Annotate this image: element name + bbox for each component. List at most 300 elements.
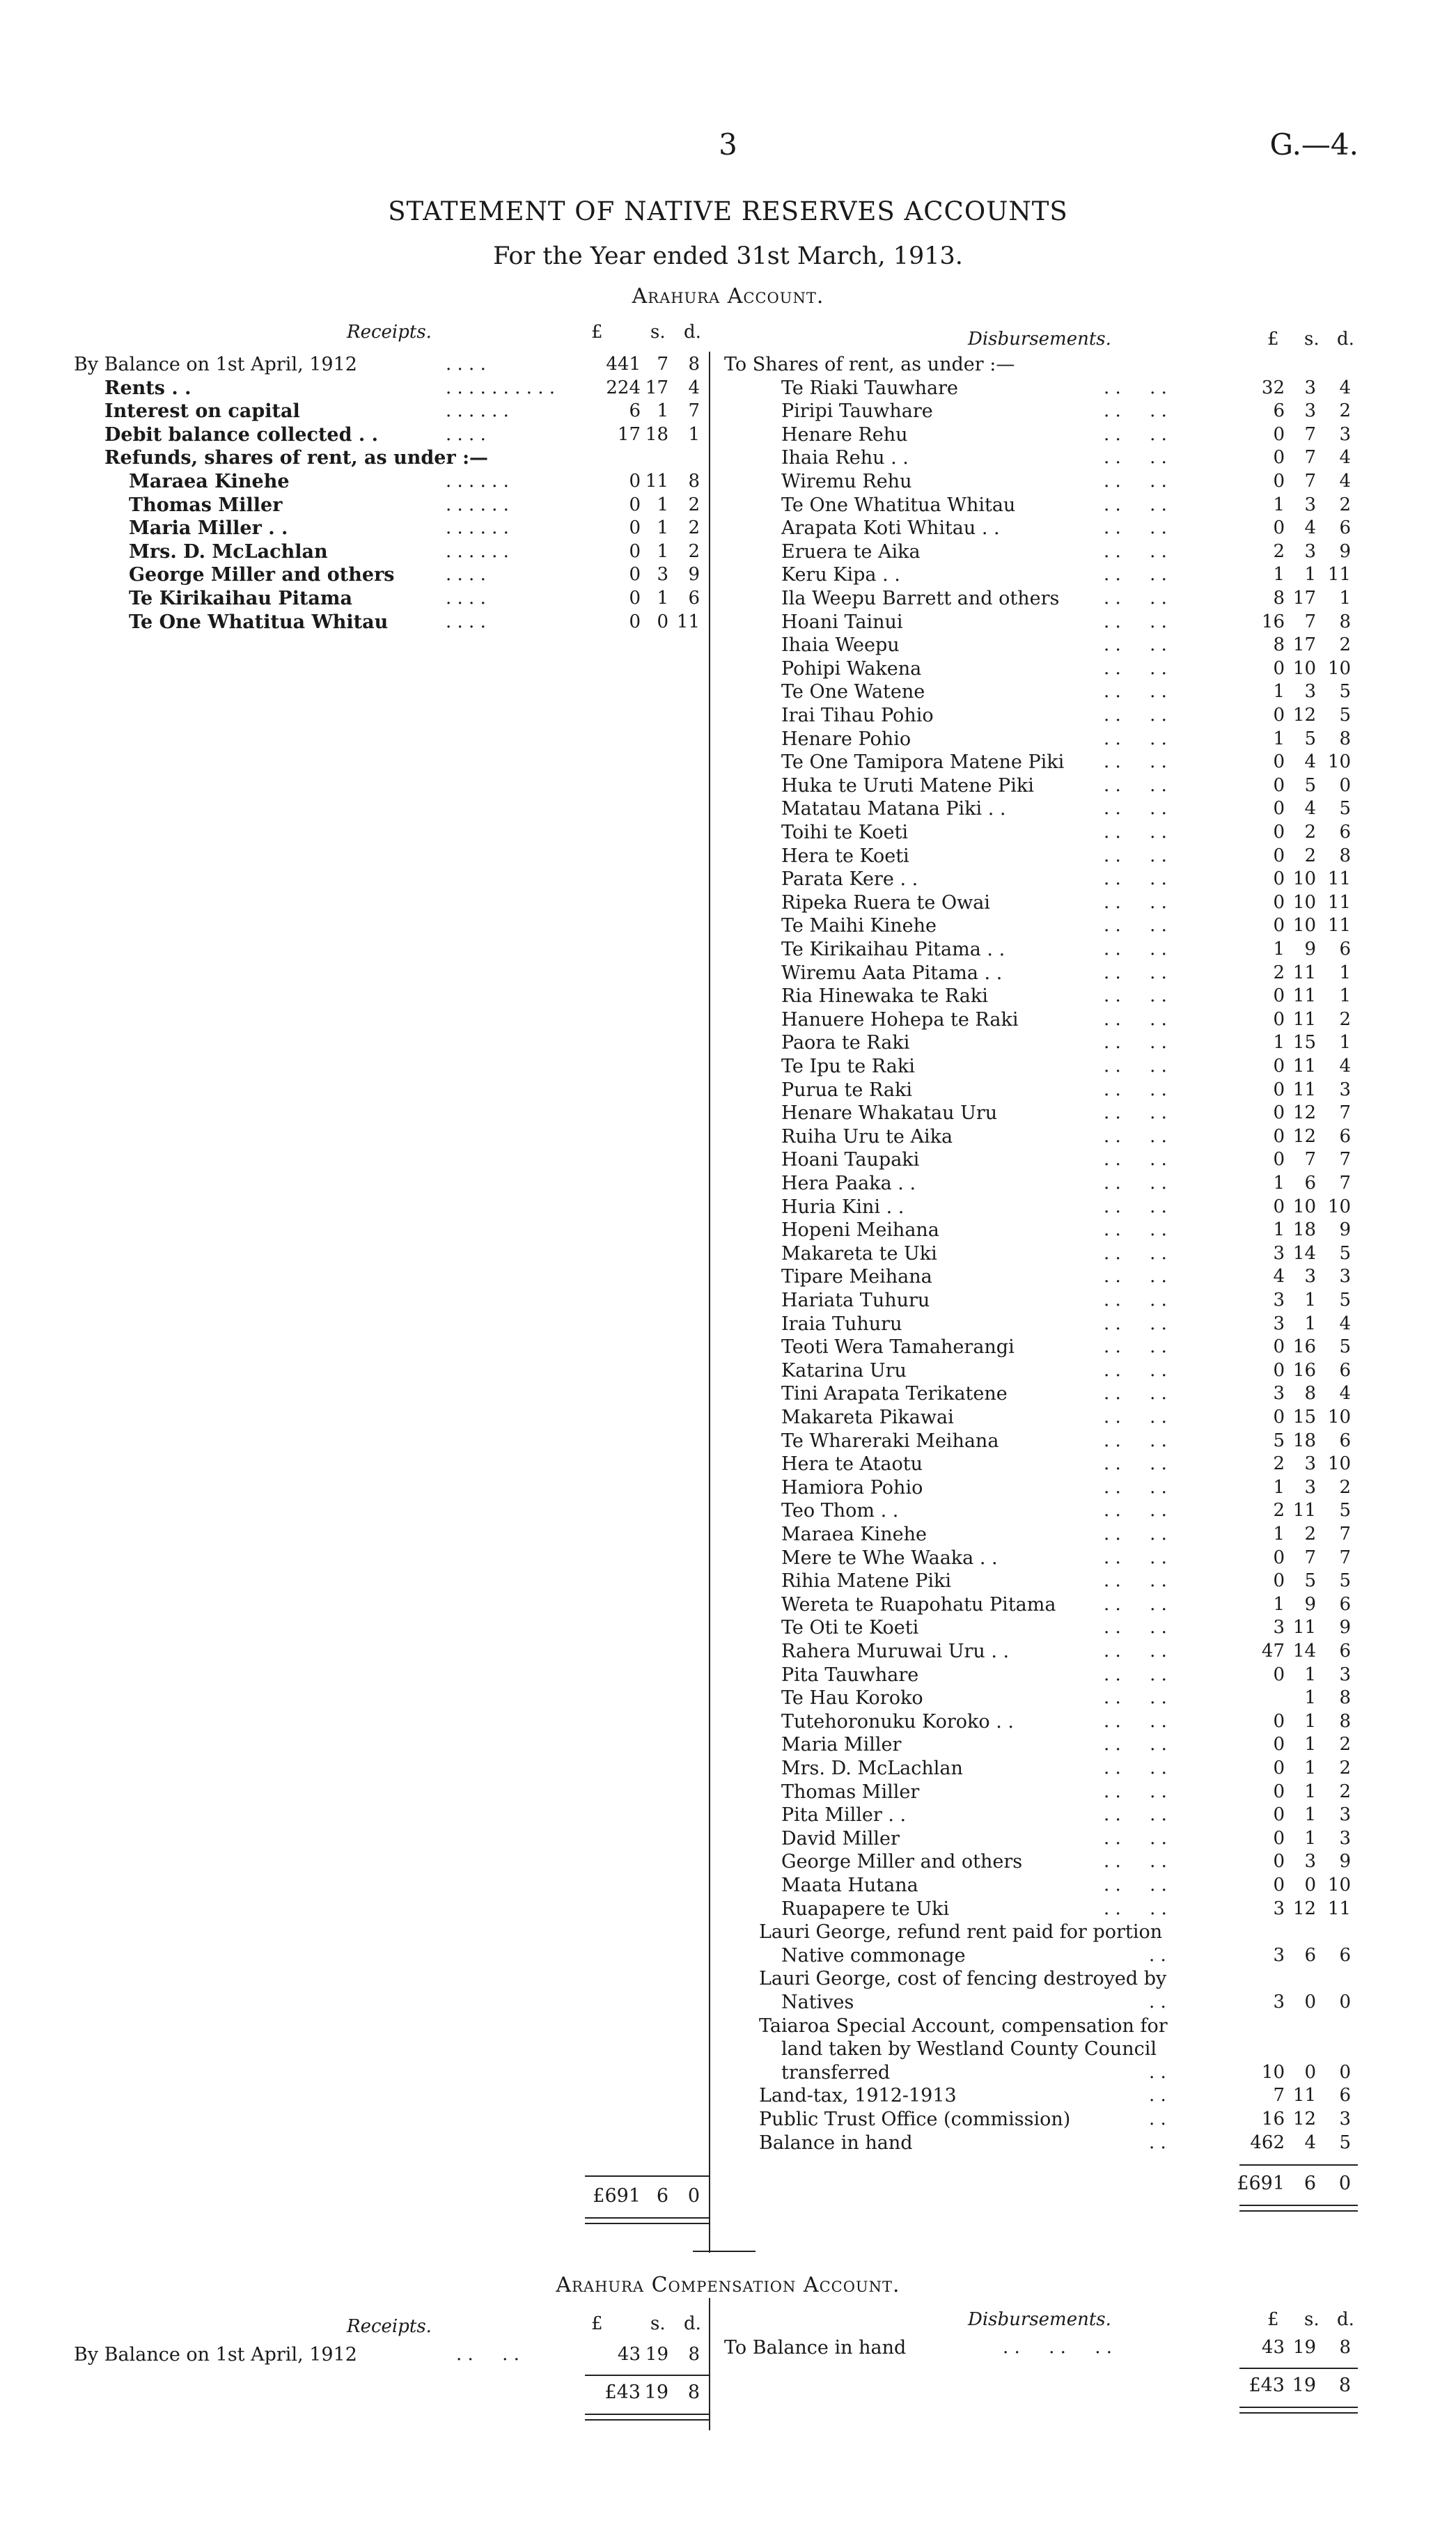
disbursement-pounds: 8 xyxy=(1273,588,1285,609)
disbursement-leader: . . . . xyxy=(1104,728,1167,749)
disbursement-leader: . . . . xyxy=(1104,1547,1167,1568)
page-subtitle: For the Year ended 31st March, 1913. xyxy=(493,242,963,270)
disbursement-pounds: 0 xyxy=(1273,798,1285,819)
receipt-pounds: 0 xyxy=(629,517,641,538)
disbursement-leader: . . . . xyxy=(1104,1570,1167,1591)
disbursement-pence: 10 xyxy=(1327,751,1351,772)
disbursement-shillings: 17 xyxy=(1292,588,1316,609)
disbursement-pounds: 0 xyxy=(1273,1804,1285,1825)
receipt-leader: . . . . . . xyxy=(446,541,509,562)
receipt-pounds: 0 xyxy=(629,564,641,585)
disbursement-pounds: 0 xyxy=(1273,1196,1285,1217)
disbursements-total-pence: 0 xyxy=(1338,2173,1351,2194)
disbursement-pence: 5 xyxy=(1339,1243,1351,1264)
disbursement-amount xyxy=(0,1056,1456,1079)
receipt-pounds: 0 xyxy=(629,541,641,562)
disbursement-pounds: 0 xyxy=(1273,1360,1285,1381)
disbursement-pence: 5 xyxy=(1339,681,1351,702)
disbursement-shillings: 2 xyxy=(1304,845,1316,866)
disbursement-label: Parata Kere . . xyxy=(781,868,918,890)
disbursement-leader: . . . . xyxy=(1104,845,1167,866)
disbursement-amount xyxy=(0,1617,1456,1641)
disbursement-label: Keru Kipa . . xyxy=(781,564,900,586)
arahura-account-heading: Arahura Account. xyxy=(632,284,824,308)
disbursement-shillings: 10 xyxy=(1292,915,1316,936)
compensation-disbursements-pounds-header: £ xyxy=(1267,2309,1279,2330)
disbursement-leader: . . . . xyxy=(1104,1219,1167,1240)
disbursement-amount xyxy=(0,1266,1456,1290)
disbursement-pounds: 1 xyxy=(1273,1032,1285,1053)
disbursement-pence: 3 xyxy=(1339,1664,1351,1685)
disbursement-pence: 6 xyxy=(1339,939,1351,960)
receipt-leader: . . . . . . xyxy=(446,400,509,421)
disbursement-pence: 10 xyxy=(1327,658,1351,679)
disbursement-leader: . . xyxy=(1149,2062,1166,2083)
disbursement-label-line: Native commonage xyxy=(781,1945,966,1967)
disbursement-pence: 2 xyxy=(1339,1477,1351,1498)
compensation-receipts-pence-header: d. xyxy=(684,2313,701,2334)
disbursement-shillings: 4 xyxy=(1304,2132,1316,2153)
disbursement-label: Henare Pohio xyxy=(781,728,911,750)
disbursement-amount xyxy=(0,1945,1456,1969)
disbursement-pounds: 8 xyxy=(1273,634,1285,655)
compensation-receipt-pounds: 43 xyxy=(617,2344,641,2365)
disbursement-leader: . . . . xyxy=(1104,611,1167,632)
disbursement-amount xyxy=(0,1687,1456,1711)
disbursement-shillings: 3 xyxy=(1304,541,1316,562)
disbursement-label: Rihia Matene Piki xyxy=(781,1570,951,1592)
disbursement-pounds: 3 xyxy=(1273,1617,1285,1638)
disbursement-pence: 10 xyxy=(1327,1407,1351,1428)
receipt-leader: . . . . xyxy=(446,424,486,445)
disbursement-pounds: 0 xyxy=(1273,1758,1285,1779)
compensation-column-divider xyxy=(709,2298,710,2430)
disbursement-pounds: 3 xyxy=(1273,1290,1285,1311)
disbursement-label-line: Lauri George, cost of fencing destroyed by xyxy=(759,1968,1167,1989)
disbursement-pounds: 0 xyxy=(1273,1149,1285,1170)
disbursement-leader: . . . . xyxy=(1104,1126,1167,1147)
disbursement-shillings: 10 xyxy=(1292,1196,1316,1217)
disbursement-leader: . . xyxy=(1149,1992,1166,2012)
disbursement-label-line: Public Trust Office (commission) xyxy=(759,2109,1071,2130)
disbursement-pounds: 1 xyxy=(1273,681,1285,702)
disbursement-label: Makareta Pikawai xyxy=(781,1407,954,1428)
disbursement-shillings: 17 xyxy=(1292,634,1316,655)
disbursement-label-line: transferred xyxy=(781,2062,891,2084)
receipt-shillings: 18 xyxy=(645,424,668,445)
disbursement-leader: . . . . xyxy=(1104,1453,1167,1474)
disbursement-leader: . . . . xyxy=(1104,1407,1167,1428)
disbursement-amount xyxy=(0,939,1456,962)
disbursement-leader: . . . . xyxy=(1104,1266,1167,1287)
disbursement-pence: 7 xyxy=(1339,1547,1351,1568)
disbursement-pence: 11 xyxy=(1327,892,1351,913)
disbursement-label-line: Natives xyxy=(781,1992,854,2013)
disbursement-leader: . . . . xyxy=(1104,962,1167,983)
disbursement-leader: . . . . xyxy=(1104,1149,1167,1170)
receipt-shillings: 17 xyxy=(645,377,668,398)
disbursement-amount xyxy=(0,1009,1456,1033)
disbursement-shillings: 18 xyxy=(1292,1430,1316,1451)
disbursement-leader: . . . . xyxy=(1104,822,1167,843)
disbursement-pounds: 1 xyxy=(1273,564,1285,585)
disbursement-amount xyxy=(0,798,1456,822)
disbursement-shillings: 1 xyxy=(1304,1687,1316,1708)
disbursement-leader: . . . . xyxy=(1104,1687,1167,1708)
disbursement-label: Huka te Uruti Matene Piki xyxy=(781,775,1034,797)
disbursement-shillings: 10 xyxy=(1292,658,1316,679)
disbursement-shillings: 1 xyxy=(1304,1781,1316,1802)
receipt-label: George Miller and others xyxy=(129,564,395,586)
compensation-receipts-double-rule-2 xyxy=(585,2419,709,2421)
disbursement-pounds: 16 xyxy=(1261,2109,1285,2129)
disbursement-amount xyxy=(0,1594,1456,1618)
disbursement-pence: 10 xyxy=(1327,1453,1351,1474)
disbursement-shillings: 7 xyxy=(1304,424,1316,445)
disbursement-label: Maraea Kinehe xyxy=(781,1524,927,1545)
disbursement-pounds: 6 xyxy=(1273,400,1285,421)
disbursement-pounds: 2 xyxy=(1273,1453,1285,1474)
disbursement-label: Hera Paaka . . xyxy=(781,1173,916,1194)
disbursement-label: Matatau Matana Piki . . xyxy=(781,798,1006,820)
receipt-leader: . . . . xyxy=(446,611,486,632)
disbursement-leader: . . . . xyxy=(1104,1594,1167,1615)
disbursement-pence: 11 xyxy=(1327,915,1351,936)
disbursement-pounds: 0 xyxy=(1273,705,1285,726)
disbursement-pounds: 0 xyxy=(1273,1711,1285,1732)
disbursement-amount xyxy=(0,611,1456,635)
receipts-total-double-rule-2 xyxy=(585,2223,709,2224)
disbursement-label: David Miller xyxy=(781,1828,900,1850)
disbursement-shillings: 1 xyxy=(1304,1711,1316,1732)
disbursement-label: Piripi Tauwhare xyxy=(781,400,933,422)
disbursement-label: Te Whareraki Meihana xyxy=(781,1430,999,1452)
disbursement-leader: . . . . xyxy=(1104,1617,1167,1638)
disbursement-amount xyxy=(0,915,1456,939)
disbursement-shillings: 1 xyxy=(1304,1313,1316,1334)
disbursement-leader: . . . . xyxy=(1104,985,1167,1006)
disbursement-amount xyxy=(0,1524,1456,1547)
disbursement-amount xyxy=(0,868,1456,892)
disbursement-shillings: 3 xyxy=(1304,1851,1316,1872)
disbursement-pence: 7 xyxy=(1339,1102,1351,1123)
disbursement-pence: 8 xyxy=(1339,1711,1351,1732)
disbursement-shillings: 12 xyxy=(1292,705,1316,726)
disbursement-leader: . . . . xyxy=(1104,400,1167,421)
disbursement-shillings: 8 xyxy=(1304,1383,1316,1404)
disbursement-leader: . . . . xyxy=(1104,751,1167,772)
disbursement-label: Tini Arapata Terikatene xyxy=(781,1383,1008,1405)
disbursement-label: Arapata Koti Whitau . . xyxy=(781,517,1000,539)
disbursement-amount xyxy=(0,1570,1456,1594)
disbursement-pence: 2 xyxy=(1339,634,1351,655)
disbursement-amount xyxy=(0,1500,1456,1524)
disbursement-pence: 2 xyxy=(1339,400,1351,421)
disbursement-leader: . . . . xyxy=(1104,1056,1167,1077)
disbursement-amount xyxy=(0,1336,1456,1360)
disbursement-shillings: 2 xyxy=(1304,822,1316,843)
disbursement-pounds: 1 xyxy=(1273,494,1285,515)
disbursement-pence: 6 xyxy=(1339,1945,1351,1966)
disbursement-pounds: 462 xyxy=(1250,2132,1285,2153)
disbursement-label: Makareta te Uki xyxy=(781,1243,937,1265)
disbursement-shillings: 11 xyxy=(1292,962,1316,983)
page-title: STATEMENT OF NATIVE RESERVES ACCOUNTS xyxy=(388,196,1068,226)
compensation-receipts-total-shillings: 19 xyxy=(644,2382,668,2403)
disbursement-leader: . . xyxy=(1149,2085,1166,2106)
disbursement-leader: . . . . xyxy=(1104,1360,1167,1381)
disbursement-amount xyxy=(0,1149,1456,1173)
disbursement-pounds: 0 xyxy=(1273,1009,1285,1030)
disbursement-label: Eruera te Aika xyxy=(781,541,921,563)
disbursement-leader: . . . . xyxy=(1104,1524,1167,1545)
disbursement-amount xyxy=(0,471,1456,494)
disbursement-leader: . . xyxy=(1149,2132,1166,2153)
receipt-shillings: 11 xyxy=(645,471,668,492)
receipt-pence: 9 xyxy=(688,564,700,585)
disbursement-leader: . . . . xyxy=(1104,1804,1167,1825)
disbursement-leader: . . . . xyxy=(1104,1290,1167,1311)
receipt-pence: 1 xyxy=(688,424,700,445)
receipt-label: Mrs. D. McLachlan xyxy=(129,541,328,563)
disbursement-pence: 4 xyxy=(1339,471,1351,492)
receipt-pounds: 17 xyxy=(617,424,641,445)
disbursement-label-line: Land-tax, 1912-1913 xyxy=(759,2085,957,2106)
compensation-disbursement-pence: 8 xyxy=(1339,2337,1351,2358)
disbursement-leader: . . . . xyxy=(1104,634,1167,655)
compensation-receipts-heading: Receipts. xyxy=(347,2316,432,2337)
disbursement-amount xyxy=(0,1641,1456,1664)
disbursement-pence: 4 xyxy=(1339,377,1351,398)
disbursement-shillings: 1 xyxy=(1304,1758,1316,1779)
disbursement-leader: . . . . xyxy=(1104,1500,1167,1521)
disbursements-total-rule xyxy=(1239,2164,1358,2166)
disbursement-pounds: 47 xyxy=(1261,1641,1285,1662)
disbursement-pounds: 1 xyxy=(1273,1594,1285,1615)
disbursement-shillings: 7 xyxy=(1304,1149,1316,1170)
disbursement-pence: 6 xyxy=(1339,1126,1351,1147)
compensation-receipt-pence: 8 xyxy=(688,2344,700,2365)
disbursement-pounds: 10 xyxy=(1261,2062,1285,2083)
disbursement-leader: . . . . xyxy=(1104,588,1167,609)
receipt-pounds: 6 xyxy=(629,400,641,421)
disbursement-leader: . . . . xyxy=(1104,1851,1167,1872)
disbursement-amount xyxy=(0,1664,1456,1688)
disbursement-label: Te Riaki Tauwhare xyxy=(781,377,958,399)
receipt-pounds: 0 xyxy=(629,611,641,632)
disbursement-label: Paora te Raki xyxy=(781,1032,910,1054)
disbursement-pence: 4 xyxy=(1339,1383,1351,1404)
disbursement-pence: 6 xyxy=(1339,1360,1351,1381)
disbursement-pence: 2 xyxy=(1339,1734,1351,1755)
disbursement-pounds: 1 xyxy=(1273,1173,1285,1194)
disbursement-leader: . . . . xyxy=(1104,1664,1167,1685)
disbursement-pence: 3 xyxy=(1339,1828,1351,1849)
disbursement-pence: 0 xyxy=(1339,1992,1351,2012)
disbursement-pence: 8 xyxy=(1339,611,1351,632)
disbursement-shillings: 0 xyxy=(1304,1992,1316,2012)
compensation-disbursements-shillings-header: s. xyxy=(1304,2309,1320,2330)
compensation-disbursement-leader: . . . . . . xyxy=(1003,2337,1113,2358)
disbursement-shillings: 7 xyxy=(1304,471,1316,492)
disbursement-amount xyxy=(0,681,1456,705)
disbursement-pounds: 0 xyxy=(1273,1102,1285,1123)
disbursement-leader: . . . . xyxy=(1104,1383,1167,1404)
disbursement-label: Rahera Muruwai Uru . . xyxy=(781,1641,1010,1662)
disbursement-pence: 0 xyxy=(1339,775,1351,796)
disbursement-label: Hamiora Pohio xyxy=(781,1477,923,1499)
disbursement-amount xyxy=(0,2085,1456,2109)
compensation-disbursement-pounds: 43 xyxy=(1261,2337,1285,2358)
disbursement-pence: 6 xyxy=(1339,1594,1351,1615)
disbursement-amount xyxy=(0,1477,1456,1501)
disbursement-shillings: 5 xyxy=(1304,1570,1316,1591)
disbursement-shillings: 11 xyxy=(1292,985,1316,1006)
disbursement-pence: 4 xyxy=(1339,447,1351,468)
disbursement-label: Wiremu Aata Pitama . . xyxy=(781,962,1003,984)
disbursement-amount xyxy=(0,494,1456,518)
disbursement-shillings: 16 xyxy=(1292,1336,1316,1357)
disbursement-shillings: 1 xyxy=(1304,1290,1316,1311)
disbursement-pounds: 0 xyxy=(1273,845,1285,866)
disbursement-pence: 7 xyxy=(1339,1524,1351,1545)
disbursement-pounds: 0 xyxy=(1273,1781,1285,1802)
receipt-shillings: 1 xyxy=(657,494,668,515)
disbursement-shillings: 4 xyxy=(1304,751,1316,772)
disbursement-amount xyxy=(0,2062,1456,2086)
disbursement-label: Pohipi Wakena xyxy=(781,658,922,680)
disbursement-label: Te One Whatitua Whitau xyxy=(781,494,1016,516)
document-reference: G.—4. xyxy=(1269,127,1359,162)
disbursement-shillings: 12 xyxy=(1292,2109,1316,2129)
receipt-leader: . . . . xyxy=(446,354,486,375)
receipt-pence: 8 xyxy=(688,471,700,492)
disbursement-amount xyxy=(0,1875,1456,1898)
disbursement-amount xyxy=(0,517,1456,541)
receipt-pence: 6 xyxy=(688,588,700,609)
disbursements-heading: Disbursements. xyxy=(968,329,1111,350)
disbursement-pence: 7 xyxy=(1339,1173,1351,1194)
disbursement-pence: 2 xyxy=(1339,1009,1351,1030)
disbursement-pounds: 2 xyxy=(1273,962,1285,983)
disbursement-pounds: 0 xyxy=(1273,447,1285,468)
disbursements-pence-header: d. xyxy=(1337,329,1354,350)
disbursement-amount xyxy=(0,705,1456,728)
receipts-total-shillings: 6 xyxy=(656,2185,668,2207)
disbursement-pounds: 0 xyxy=(1273,1851,1285,1872)
disbursement-pence: 11 xyxy=(1327,564,1351,585)
compensation-disbursements-heading: Disbursements. xyxy=(968,2309,1111,2330)
disbursement-shillings: 11 xyxy=(1292,1617,1316,1638)
compensation-disbursements-total xyxy=(0,2375,1456,2400)
receipt-shillings: 3 xyxy=(657,564,668,585)
disbursement-label: Hanuere Hohepa te Raki xyxy=(781,1009,1019,1031)
disbursement-amount xyxy=(0,1243,1456,1267)
disbursement-amount xyxy=(0,1383,1456,1407)
disbursement-pence: 10 xyxy=(1327,1875,1351,1895)
disbursement-amount xyxy=(0,1126,1456,1150)
disbursement-pounds: 0 xyxy=(1273,1336,1285,1357)
disbursement-pence: 5 xyxy=(1339,1336,1351,1357)
disbursement-pounds: 0 xyxy=(1273,822,1285,843)
disbursement-shillings: 10 xyxy=(1292,868,1316,889)
receipt-leader: . . . . xyxy=(446,588,486,609)
disbursement-pounds: 0 xyxy=(1273,1734,1285,1755)
disbursement-label: Hera te Koeti xyxy=(781,845,909,867)
disbursement-pence: 9 xyxy=(1339,1617,1351,1638)
compensation-receipt-label: By Balance on 1st April, 1912 xyxy=(74,2344,357,2366)
disbursement-shillings: 3 xyxy=(1304,1266,1316,1287)
disbursement-pence: 5 xyxy=(1339,798,1351,819)
disbursement-shillings: 3 xyxy=(1304,681,1316,702)
disbursement-shillings: 9 xyxy=(1304,1594,1316,1615)
disbursement-leader: . . . . xyxy=(1104,798,1167,819)
disbursement-pence: 5 xyxy=(1339,1570,1351,1591)
disbursement-pounds: 0 xyxy=(1273,1407,1285,1428)
disbursement-label-line: Balance in hand xyxy=(759,2132,913,2154)
disbursement-leader: . . . . xyxy=(1104,517,1167,538)
disbursement-pence: 1 xyxy=(1339,962,1351,983)
disbursement-amount xyxy=(0,1711,1456,1735)
disbursement-pounds: 0 xyxy=(1273,1664,1285,1685)
compensation-disbursement-amount xyxy=(0,2337,1456,2361)
disbursement-pounds: 2 xyxy=(1273,1500,1285,1521)
disbursement-pence: 10 xyxy=(1327,1196,1351,1217)
disbursement-amount xyxy=(0,1734,1456,1758)
disbursement-leader: . . . . xyxy=(1104,939,1167,960)
receipt-label: Debit balance collected . . xyxy=(104,424,379,446)
receipt-shillings: 1 xyxy=(657,517,668,538)
disbursement-label: Iraia Tuhuru xyxy=(781,1313,902,1335)
disbursement-pence: 6 xyxy=(1339,2085,1351,2106)
disbursement-amount xyxy=(0,588,1456,611)
disbursement-amount xyxy=(0,1758,1456,1781)
disbursement-pence: 9 xyxy=(1339,541,1351,562)
disbursement-amount xyxy=(0,1453,1456,1477)
disbursement-leader: . . . . xyxy=(1104,1875,1167,1895)
compensation-receipts-total-pounds: £43 xyxy=(604,2382,641,2403)
disbursement-shillings: 15 xyxy=(1292,1032,1316,1053)
disbursement-pence: 6 xyxy=(1339,1641,1351,1662)
disbursement-leader: . . . . xyxy=(1104,1828,1167,1849)
disbursement-amount xyxy=(0,962,1456,986)
disbursements-total xyxy=(0,2173,1456,2198)
disbursement-shillings: 0 xyxy=(1304,1875,1316,1895)
receipt-pence: 2 xyxy=(688,494,700,515)
receipt-pounds: 0 xyxy=(629,588,641,609)
disbursement-pounds: 0 xyxy=(1273,868,1285,889)
disbursement-label: Hoani Tainui xyxy=(781,611,903,633)
disbursement-amount xyxy=(0,1781,1456,1805)
disbursement-label-line: Taiaroa Special Account, compensation for xyxy=(759,2015,1168,2037)
disbursement-shillings: 5 xyxy=(1304,775,1316,796)
compensation-receipt-shillings: 19 xyxy=(645,2344,668,2365)
disbursement-amount xyxy=(0,424,1456,448)
disbursements-total-pounds: £691 xyxy=(1237,2173,1285,2194)
disbursement-leader: . . . . xyxy=(1104,1079,1167,1100)
disbursement-pounds: 0 xyxy=(1273,775,1285,796)
disbursement-pounds: 0 xyxy=(1273,1828,1285,1849)
disbursement-label: Ripeka Ruera te Owai xyxy=(781,892,990,914)
disbursement-label: Ila Weepu Barrett and others xyxy=(781,588,1060,609)
receipt-label: Te Kirikaihau Pitama xyxy=(129,588,352,609)
receipt-leader: . . . . . . . . . . xyxy=(446,377,556,398)
disbursement-pence: 5 xyxy=(1339,2132,1351,2153)
disbursement-amount xyxy=(0,377,1456,401)
disbursement-amount xyxy=(0,1898,1456,1922)
disbursement-pounds: 5 xyxy=(1273,1430,1285,1451)
disbursement-leader: . . . . xyxy=(1104,447,1167,468)
